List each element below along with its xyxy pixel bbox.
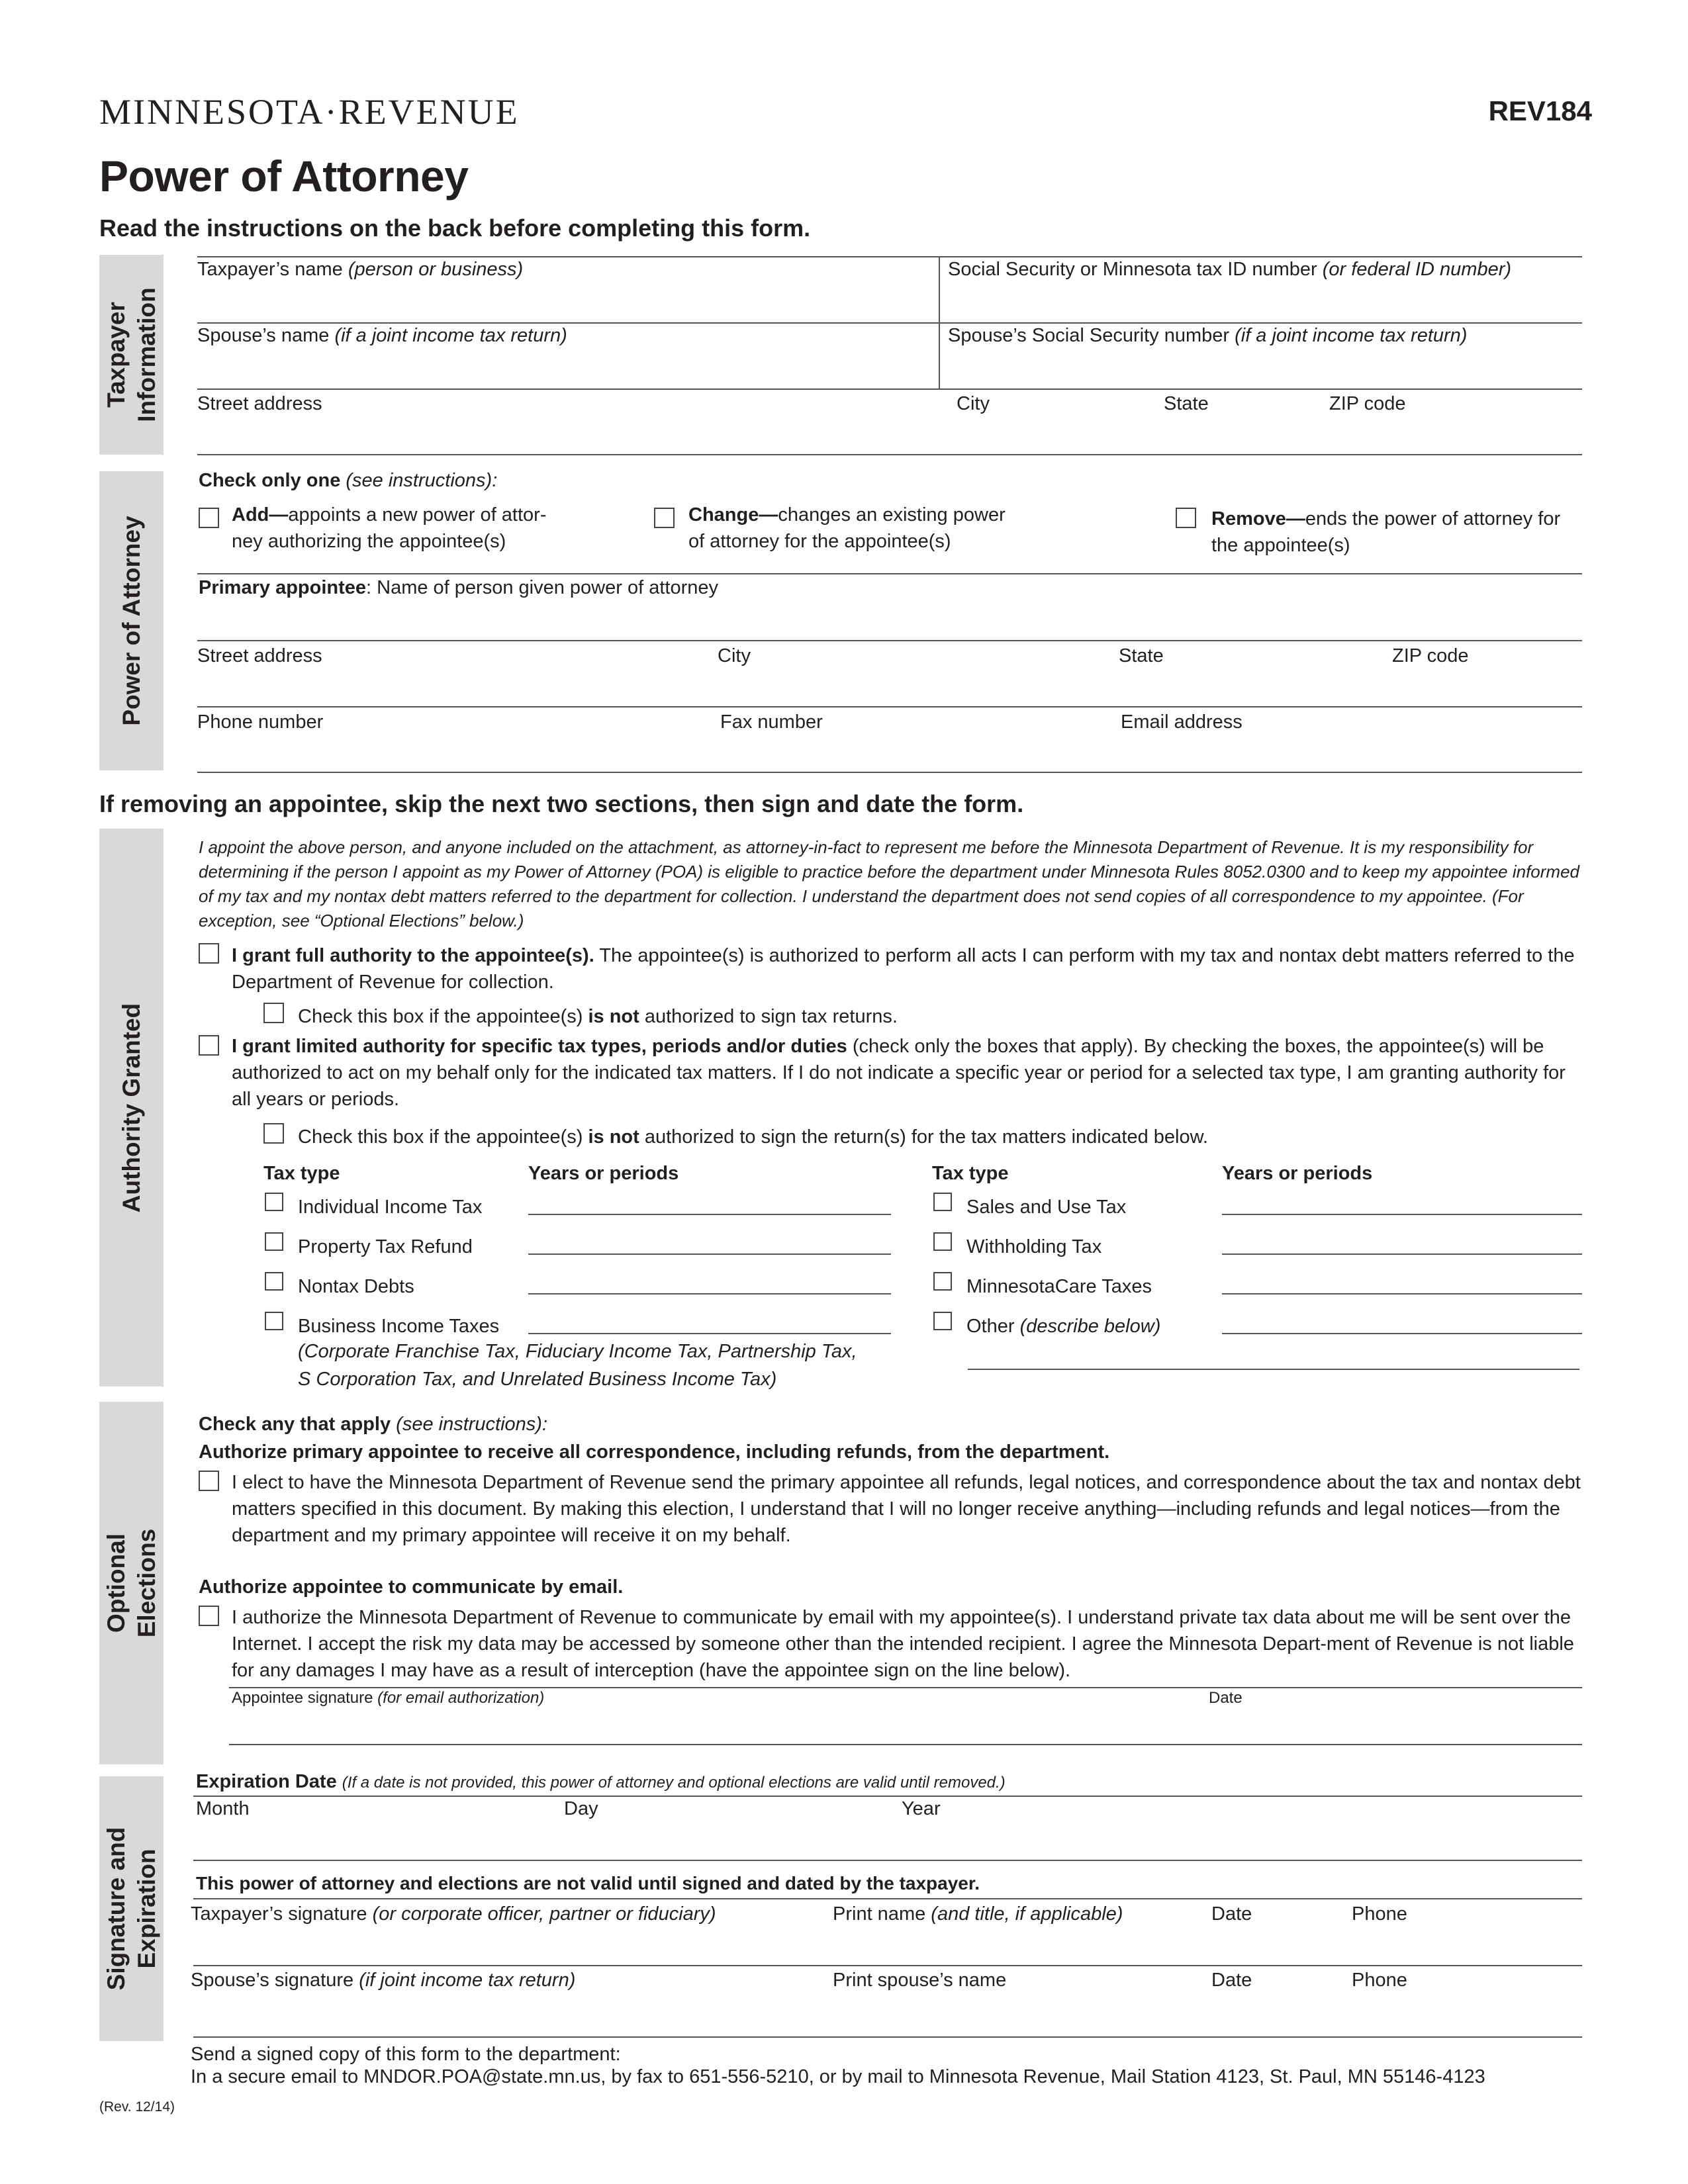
years-input-withholding[interactable] (1222, 1253, 1582, 1255)
correspondence-text: I elect to have the Minnesota Department of Revenue send the primary appointee all refunds, legal notices, and correspondence about the tax and nontax debt matters specified in this document. By making this election, I understand that I will no longer receive anything—including refunds and legal notices—from the department and my primary appointee will receive it on my behalf. (232, 1472, 1581, 1546)
other-description-input[interactable] (968, 1369, 1579, 1370)
section-label-poa: Power of Attorney (117, 516, 145, 726)
taxpayer-city-field[interactable]: City (957, 393, 990, 414)
years-input-sales[interactable] (1222, 1214, 1582, 1215)
appointee-phone-field[interactable]: Phone number (197, 711, 324, 733)
years-input-nontax[interactable] (528, 1293, 891, 1295)
taxpayer-signature-field[interactable]: Taxpayer’s signature (or corporate officer, partner or fiduciary) (191, 1903, 716, 1925)
revision-date: (Rev. 12/14) (99, 2099, 175, 2115)
years-input-other[interactable] (1222, 1333, 1582, 1334)
minnesotacare-taxes-checkbox[interactable] (933, 1272, 952, 1291)
appointee-zip-field[interactable]: ZIP code (1392, 645, 1469, 666)
tax-type-label: Withholding Tax (966, 1236, 1102, 1257)
taxpayer-ssn-field[interactable]: Social Security or Minnesota tax ID number (or federal ID number) (948, 259, 1512, 280)
property-tax-refund-checkbox[interactable] (265, 1232, 283, 1251)
send-instructions: Send a signed copy of this form to the department: (191, 2044, 621, 2065)
change-option-label-2: of attorney for the appointee(s) (688, 531, 951, 552)
sales-and-use-tax-checkbox[interactable] (933, 1193, 952, 1211)
rule (197, 706, 1582, 707)
tax-type-header-left: Tax type (263, 1163, 340, 1184)
rule (197, 772, 1582, 773)
add-option-label: Add—appoints a new power of attor- (232, 504, 547, 525)
page-subtitle: Read the instructions on the back before completing this form. (99, 214, 811, 242)
years-input-property[interactable] (528, 1253, 891, 1255)
print-name-field[interactable]: Print name (and title, if applicable) (833, 1903, 1123, 1925)
authority-intro: I appoint the above person, and anyone included on the attachment, as attorney-in-fact to represent me before the Minnesota Department of Revenue. It is my responsibility for determining if the person I appoint as my Power of Attorney (POA) is eligible to practice before the department under Minnesota Rules 8052.0300 and to keep my appointee informed of my tax and my nontax debt matters referred to the department for collection. I understand the department does not send copies of all correspondence to my appointee. (For exception, see “Optional Elections” below.) (199, 837, 1580, 931)
add-checkbox[interactable] (199, 508, 219, 528)
spouse-ssn-field[interactable]: Spouse’s Social Security number (if a joint income tax return) (948, 325, 1468, 346)
section-tab-poa (99, 471, 164, 770)
tax-type-label: Property Tax Refund (298, 1236, 473, 1257)
limited-authority-text: I grant limited authority for specific tax types, periods and/or duties (check only the boxes that apply). By checking the boxes, the appointee(s) will be authorized to act on my behalf only for the indicated tax matters. If I do not indicate a specific year or period for a selected tax type, I am granting authority for all years or periods. (232, 1036, 1566, 1110)
minnesota-revenue-logo: MINNESOTA·REVENUE (99, 92, 520, 132)
expiration-month-field[interactable]: Month (196, 1798, 250, 1819)
rule (193, 1898, 1582, 1899)
correspondence-heading: Authorize primary appointee to receive all correspondence, including refunds, from the department. (199, 1441, 1110, 1463)
full-authority-text: I grant full authority to the appointee(s). The appointee(s) is authorized to perform all acts I can perform with my tax and nontax debt matters referred to the Department of Revenue for collection. (232, 945, 1575, 993)
remove-option-label: Remove—ends the power of attorney for (1211, 508, 1561, 529)
taxpayer-street-field[interactable]: Street address (197, 393, 322, 414)
rule (193, 1796, 1582, 1797)
expiration-date-label: Expiration Date (If a date is not provided, this power of attorney and optional elections are valid until removed.) (196, 1771, 1006, 1792)
page-title: Power of Attorney (99, 152, 469, 201)
mailing-instructions: In a secure email to MNDOR.POA@state.mn.us, by fax to 651-556-5210, or by mail to Minnesota Revenue, Mail Station 4123, St. Paul, MN 55146-4123 (191, 2066, 1485, 2087)
section-tab-taxpayer (99, 255, 164, 455)
withholding-tax-checkbox[interactable] (933, 1232, 952, 1251)
appointee-email-field[interactable]: Email address (1121, 711, 1243, 733)
email-heading: Authorize appointee to communicate by email. (199, 1576, 624, 1598)
rule (197, 454, 1582, 455)
spouse-phone-field[interactable]: Phone (1352, 1970, 1407, 1991)
business-income-note: (Corporate Franchise Tax, Fiduciary Income Tax, Partnership Tax, (298, 1341, 857, 1362)
business-income-note-2: S Corporation Tax, and Unrelated Business Income Tax) (298, 1369, 777, 1390)
appointee-signature-field[interactable]: Appointee signature (for email authorization) (232, 1689, 545, 1707)
rule (193, 1965, 1582, 1966)
print-spouse-name-field[interactable]: Print spouse’s name (833, 1970, 1007, 1991)
email-text: I authorize the Minnesota Department of Revenue to communicate by email with my appointee(s). I understand private tax data about me will be sent over the Internet. I accept the risk my data may be accessed by someone other than the intended recipient. I agree the Minnesota Depart-ment of Revenue is not liable for any damages I may have as a result of interception (have the appointee sign on the line below). (232, 1607, 1574, 1681)
limited-no-sign-checkbox[interactable] (263, 1123, 284, 1144)
taxpayer-zip-field[interactable]: ZIP code (1329, 393, 1406, 414)
rule (197, 388, 1582, 390)
taxpayer-state-field[interactable]: State (1164, 393, 1209, 414)
expiration-year-field[interactable]: Year (902, 1798, 941, 1819)
remove-checkbox[interactable] (1176, 508, 1196, 528)
check-any-label: Check any that apply (see instructions): (199, 1414, 548, 1435)
appointee-fax-field[interactable]: Fax number (720, 711, 823, 733)
individual-income-tax-checkbox[interactable] (265, 1193, 283, 1211)
tax-type-label: Sales and Use Tax (966, 1197, 1127, 1218)
add-option-label-2: ney authorizing the appointee(s) (232, 531, 506, 552)
section-tab-signature (99, 1776, 164, 2041)
tax-type-label: MinnesotaCare Taxes (966, 1276, 1152, 1297)
expiration-day-field[interactable]: Day (564, 1798, 598, 1819)
valid-notice: This power of attorney and elections are not valid until signed and dated by the taxpayer. (196, 1873, 980, 1893)
appointee-street-field[interactable]: Street address (197, 645, 322, 666)
tax-type-label: Other (describe below) (966, 1316, 1161, 1337)
limited-authority-checkbox[interactable] (199, 1035, 219, 1056)
rule (193, 1860, 1582, 1861)
appointee-signature-date[interactable]: Date (1209, 1689, 1243, 1707)
years-header-right: Years or periods (1222, 1163, 1373, 1184)
correspondence-checkbox[interactable] (199, 1471, 219, 1491)
other-tax-checkbox[interactable] (933, 1312, 952, 1330)
appointee-city-field[interactable]: City (718, 645, 751, 666)
spouse-date-field[interactable]: Date (1211, 1970, 1252, 1991)
appointee-state-field[interactable]: State (1119, 645, 1164, 666)
section-label-optional: Optional Elections (102, 1528, 160, 1638)
rule (193, 2036, 1582, 2038)
tax-type-header-right: Tax type (932, 1163, 1009, 1184)
years-input-individual[interactable] (528, 1214, 891, 1215)
full-no-sign-label: Check this box if the appointee(s) is not authorized to sign tax returns. (298, 1006, 898, 1027)
rule (197, 573, 1582, 574)
rule (229, 1744, 1582, 1745)
tax-type-label: Nontax Debts (298, 1276, 414, 1297)
spouse-name-field[interactable]: Spouse’s name (if a joint income tax return) (197, 325, 567, 346)
full-authority-checkbox[interactable] (199, 943, 219, 964)
taxpayer-date-field[interactable]: Date (1211, 1903, 1252, 1925)
years-input-business[interactable] (528, 1333, 891, 1334)
business-income-taxes-checkbox[interactable] (265, 1312, 283, 1330)
years-input-minnesotacare[interactable] (1222, 1293, 1582, 1295)
primary-appointee-field[interactable]: Primary appointee: Name of person given power of attorney (199, 577, 718, 598)
spouse-signature-field[interactable]: Spouse’s signature (if joint income tax return) (191, 1970, 576, 1991)
skip-notice: If removing an appointee, skip the next two sections, then sign and date the form. (99, 790, 1024, 817)
section-tab-authority (99, 829, 164, 1387)
check-only-one-label: Check only one (see instructions): (199, 470, 498, 491)
section-label-taxpayer: Taxpayer Information (102, 287, 160, 422)
remove-option-label-2: the appointee(s) (1211, 535, 1350, 556)
tax-type-label: Business Income Taxes (298, 1316, 500, 1337)
email-checkbox[interactable] (199, 1606, 219, 1626)
taxpayer-phone-field[interactable]: Phone (1352, 1903, 1407, 1925)
years-header-left: Years or periods (528, 1163, 679, 1184)
section-label-signature: Signature and Expiration (102, 1827, 160, 1991)
section-tab-optional (99, 1402, 164, 1764)
limited-no-sign-label: Check this box if the appointee(s) is not authorized to sign the return(s) for the tax matters indicated below. (298, 1126, 1208, 1148)
form-number: REV184 (1488, 95, 1592, 126)
section-label-authority: Authority Granted (117, 1003, 145, 1212)
change-option-label: Change—changes an existing power (688, 504, 1006, 525)
nontax-debts-checkbox[interactable] (265, 1272, 283, 1291)
change-checkbox[interactable] (654, 508, 675, 528)
rule (197, 640, 1582, 641)
tax-type-label: Individual Income Tax (298, 1197, 483, 1218)
taxpayer-name-field[interactable]: Taxpayer’s name (person or business) (197, 259, 524, 280)
full-no-sign-checkbox[interactable] (263, 1003, 284, 1023)
